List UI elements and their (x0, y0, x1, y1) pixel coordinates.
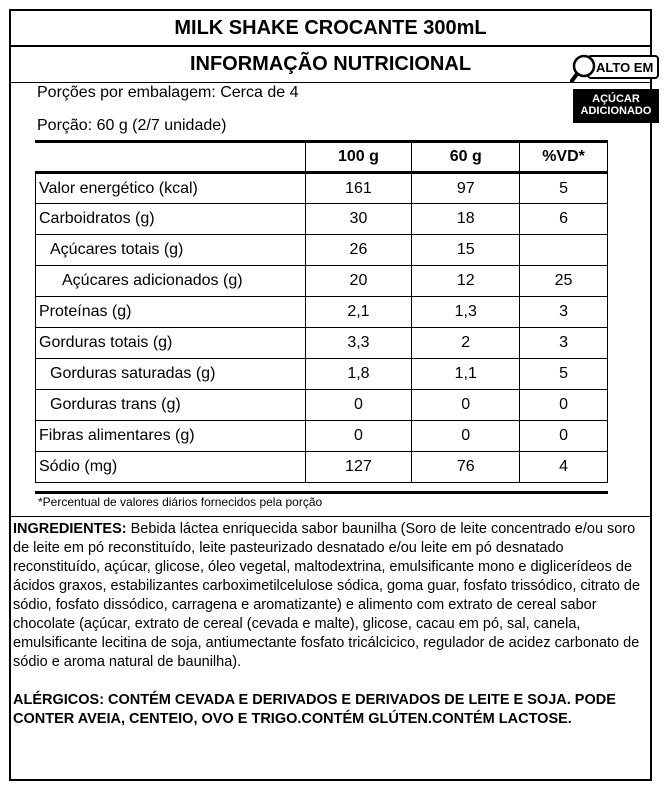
label-subtitle: INFORMAÇÃO NUTRICIONAL (11, 47, 650, 83)
table-row (36, 204, 608, 235)
ingredients-heading: INGREDIENTES: (13, 521, 127, 537)
table-header-row (36, 142, 608, 173)
high-added-sugar-badge (570, 53, 662, 133)
value-100g: 161 (305, 173, 412, 204)
nutrient-name: Gorduras totais (g) (36, 328, 306, 359)
value-100g: 0 (305, 390, 412, 421)
nutrient-name: Gorduras trans (g) (36, 390, 306, 421)
value-60g: 1,1 (412, 359, 520, 390)
table-row (36, 328, 608, 359)
value-vd: 3 (520, 297, 608, 328)
nutrient-name: Valor energético (kcal) (36, 173, 306, 204)
nutrient-name: Açúcares adicionados (g) (36, 266, 306, 297)
badge-warning-box (573, 89, 659, 123)
vd-footnote: *Percentual de valores diários fornecidos pela porção (38, 495, 323, 509)
table-row (36, 235, 608, 266)
value-vd: 6 (520, 204, 608, 235)
servings-per-package: Porções por embalagem: Cerca de 4 (37, 84, 299, 101)
serving-size: Porção: 60 g (2/7 unidade) (37, 117, 227, 134)
value-100g: 26 (305, 235, 412, 266)
value-100g: 20 (305, 266, 412, 297)
table-row (36, 173, 608, 204)
product-title: MILK SHAKE CROCANTE 300mL (11, 11, 650, 47)
value-60g: 0 (412, 390, 520, 421)
value-vd: 0 (520, 421, 608, 452)
nutrition-label (9, 9, 652, 781)
header-60g: 60 g (412, 142, 520, 173)
value-60g: 97 (412, 173, 520, 204)
ingredients-block (11, 516, 650, 672)
nutrient-name: Sódio (mg) (36, 452, 306, 483)
value-100g: 30 (305, 204, 412, 235)
nutrient-name: Fibras alimentares (g) (36, 421, 306, 452)
value-100g: 127 (305, 452, 412, 483)
value-60g: 18 (412, 204, 520, 235)
badge-line-2: ADICIONADO (580, 105, 652, 117)
nutrient-name: Carboidratos (g) (36, 204, 306, 235)
table-row (36, 390, 608, 421)
value-60g: 0 (412, 421, 520, 452)
value-60g: 15 (412, 235, 520, 266)
value-vd: 4 (520, 452, 608, 483)
badge-top-label: ALTO EM (596, 60, 654, 75)
value-100g: 2,1 (305, 297, 412, 328)
value-vd (520, 235, 608, 266)
header-nutrient (36, 142, 306, 173)
value-100g: 0 (305, 421, 412, 452)
table-row (36, 359, 608, 390)
ingredients-text: Bebida láctea enriquecida sabor baunilha (Soro de leite concentrado e/ou soro de leite em pó reconstituído, leite pasteurizado desnatado e/ou leite em pó desnatado reconstituído, açúcar, glicose, óleo vegetal, maltodextrina, emulsificante mono e diglicerídeos de ácidos graxos, estabilizantes carboximetilcelulose sódica, goma guar, fosfato trissódico, citrato de sódio, fosfato dissódico, carragena e aromatizante) e alimento com extrato de cereal sabor chocolate (açúcar, extrato de cereal (cevada e malte), glicose, cacau em pó, sal, canela, emulsificante lecitina de soja, antiumectante fosfato tricálcicico, regulador de acidez carbonato de sódio e aroma natural de baunilha). (13, 521, 641, 670)
value-60g: 76 (412, 452, 520, 483)
nutrient-name: Gorduras saturadas (g) (36, 359, 306, 390)
value-100g: 1,8 (305, 359, 412, 390)
nutrient-name: Açúcares totais (g) (36, 235, 306, 266)
badge-line-1: AÇÚCAR (592, 93, 640, 105)
table-bottom-rule (35, 491, 608, 494)
table-row (36, 266, 608, 297)
table-row (36, 452, 608, 483)
value-60g: 2 (412, 328, 520, 359)
value-vd: 5 (520, 359, 608, 390)
allergens-statement: ALÉRGICOS: CONTÉM CEVADA E DERIVADOS E DERIVADOS DE LEITE E SOJA. PODE CONTER AVEIA, CENTEIO, OVO E TRIGO.CONTÉM GLÚTEN.CONTÉM LACTOSE. (13, 692, 616, 727)
nutrition-table (35, 141, 608, 483)
value-vd: 25 (520, 266, 608, 297)
value-60g: 12 (412, 266, 520, 297)
value-vd: 5 (520, 173, 608, 204)
table-row (36, 297, 608, 328)
value-60g: 1,3 (412, 297, 520, 328)
value-100g: 3,3 (305, 328, 412, 359)
header-100g: 100 g (305, 142, 412, 173)
nutrient-name: Proteínas (g) (36, 297, 306, 328)
header-vd: %VD* (520, 142, 608, 173)
value-vd: 3 (520, 328, 608, 359)
table-row (36, 421, 608, 452)
value-vd: 0 (520, 390, 608, 421)
